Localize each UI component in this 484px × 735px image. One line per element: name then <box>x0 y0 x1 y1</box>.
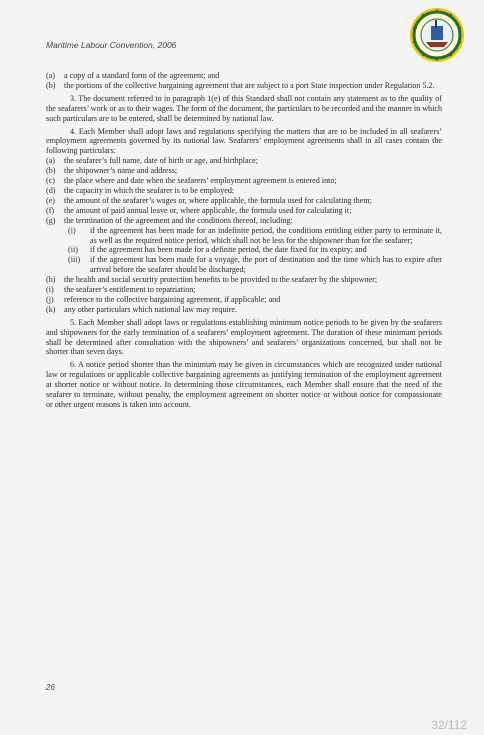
sub-list-item <box>68 255 442 275</box>
item-text: any other particulars which national law may require. <box>64 304 238 314</box>
item-label: (i) <box>46 285 54 295</box>
running-header: Maritime Labour Convention, 2006 <box>46 40 177 50</box>
list-item <box>46 305 442 315</box>
list-item <box>46 176 442 186</box>
item-label: (b) <box>46 80 56 90</box>
standard-body <box>46 71 442 410</box>
item-text: the seafarer’s full name, date of birth or age, and birthplace; <box>64 156 259 166</box>
item-label: (k) <box>46 304 56 314</box>
page-number: 26 <box>46 683 55 692</box>
list-item <box>46 71 442 81</box>
sub-item-label: (i) <box>68 225 76 235</box>
item-label: (g) <box>46 215 56 225</box>
list-item <box>46 295 442 305</box>
item-text: a copy of a standard form of the agreement; and <box>64 71 220 80</box>
list-item <box>46 206 442 216</box>
sub-item-label: (iii) <box>68 255 81 265</box>
sub-item-text: if the agreement has been made for an indefinite period, the conditions entitling either party to terminate it, as well as the required notice period, which shall not be less for the shipowner than for the seafarer; <box>90 225 442 245</box>
list-item <box>46 166 442 176</box>
list-item <box>46 81 442 91</box>
paragraph-4: 4. Each Member shall adopt laws and regulations specifying the matters that are to be included in all seafarers’ employment agreements governed by its national law. Seafarers’ employment agreements shall in all cases contain the following particulars: <box>46 126 442 156</box>
item-text: the shipowner’s name and address; <box>64 166 178 176</box>
item-label: (e) <box>46 195 55 205</box>
item-label: (b) <box>46 166 56 176</box>
item-text: the amount of the seafarer’s wages or, where applicable, the formula used for calculating them; <box>64 195 372 205</box>
paragraph-5: 5. Each Member shall adopt laws or regulations establishing minimum notice periods to be given by the seafarers and shipowners for the early termination of a seafarers’ employment agreement. The duration of these minimum periods shall be determined after consultation with the shipowners’ and seafarers’ organizations concerned, but shall not be shorter than seven days. <box>46 317 442 357</box>
list-item <box>46 156 442 166</box>
item-label: (h) <box>46 275 56 285</box>
item-text: the amount of paid annual leave or, where applicable, the formula used for calculating it; <box>64 205 352 215</box>
item-text: the place where and date when the seafarers’ employment agreement is entered into; <box>64 176 337 186</box>
list-item <box>46 186 442 196</box>
sub-item-text: if the agreement has been made for a definite period, the date fixed for its expiry; and <box>90 245 367 255</box>
item-text: the seafarer’s entitlement to repatriation; <box>64 285 196 295</box>
item-text: the portions of the collective bargaining agreement that are subject to a port State inspection under Regulation 5.2. <box>64 80 435 90</box>
ilo-emblem-icon <box>408 6 466 64</box>
item-label: (a) <box>46 156 55 166</box>
item-text: the health and social security protection benefits to be provided to the seafarer by the shipowner; <box>64 275 378 285</box>
item-text: reference to the collective bargaining agreement, if applicable; and <box>64 294 281 304</box>
item-label: (j) <box>46 294 54 304</box>
sub-item-label: (ii) <box>68 245 78 255</box>
sub-list-item <box>68 226 442 246</box>
list-item <box>46 285 442 295</box>
sub-list-item <box>68 245 442 255</box>
item-label: (a) <box>46 71 55 80</box>
paragraph-6: 6. A notice period shorter than the minimum may be given in circumstances which are recognized under national law or regulations or applicable collective bargaining agreements as justifying termination of the employment agreement at shorter notice or without notice. In determining those circumstances, each Member shall ensure that the need of the seafarer to terminate, without penalty, the employment agreement on shorter notice or without notice for compassionate or other urgent reasons is taken into account. <box>46 360 442 409</box>
item-text: the capacity in which the seafarer is to be employed; <box>64 185 235 195</box>
item-text: the termination of the agreement and the conditions thereof, including: <box>64 215 293 225</box>
list-item <box>46 196 442 206</box>
sub-item-text: if the agreement has been made for a voyage, the port of destination and the time which has to expire after arrival before the seafarer should be discharged; <box>90 255 442 275</box>
item-label: (d) <box>46 185 56 195</box>
paragraph-3: 3. The document referred to in paragraph 1(e) of this Standard shall not contain any statement as to the quality of the seafarers’ work or as to their wages. The form of the document, the particulars to be recorded and the manner in which such particulars are to be entered, shall be determined by national law. <box>46 93 442 123</box>
item-label: (f) <box>46 205 55 215</box>
list-item <box>46 216 442 226</box>
page-counter: 32/112 <box>431 718 467 732</box>
list-item <box>46 275 442 285</box>
item-label: (c) <box>46 176 55 186</box>
